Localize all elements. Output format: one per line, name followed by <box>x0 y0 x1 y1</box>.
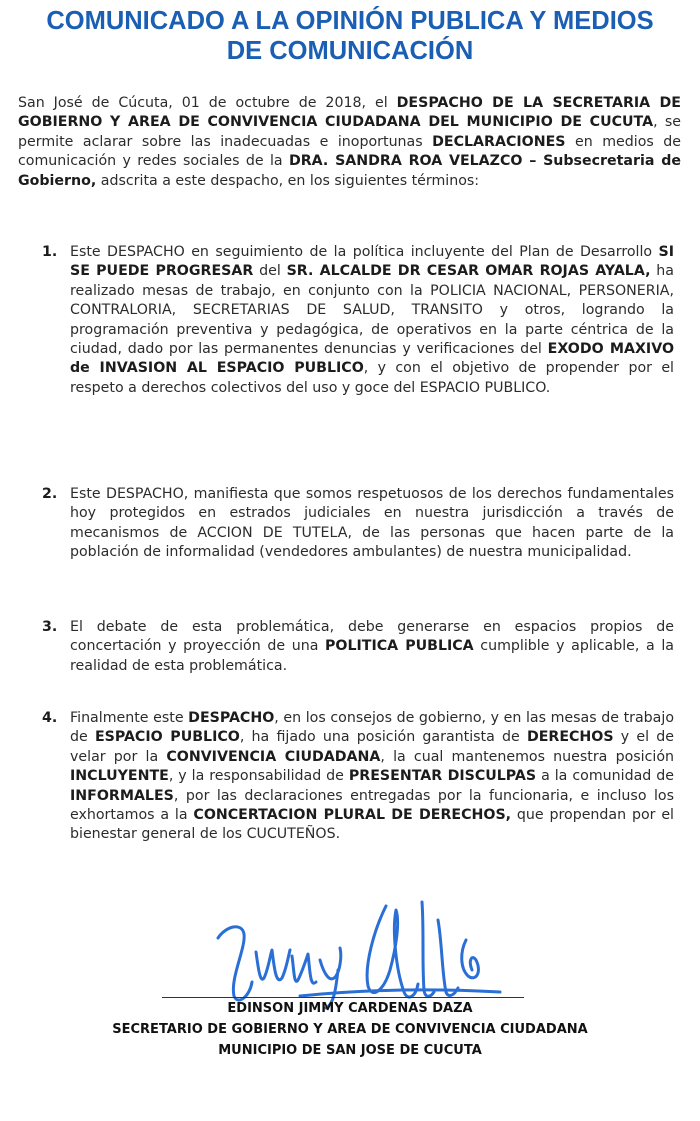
list-item-4 <box>42 709 674 845</box>
signature-stroke <box>422 902 434 996</box>
signature-stroke <box>320 948 341 1008</box>
intro-text-3: en medios de comunicación y redes sociales de la <box>18 133 681 170</box>
item-3-text-1: El debate de esta problemática, debe generarse en espacios propios de concertación y proyección de una <box>70 619 674 655</box>
item-4-bold-2: ESPACIO PUBLICO <box>94 729 240 746</box>
item-1-bold-2: SR. ALCALDE DR CESAR OMAR ROJAS AYALA, <box>286 263 651 280</box>
signatory-entity: MUNICIPIO DE SAN JOSE DE CUCUTA <box>218 1043 482 1058</box>
item-4-bold-5: INCLUYENTE <box>70 768 169 785</box>
list-item-number: 4. <box>42 710 58 726</box>
intro-text-4: adscrita a este despacho, en los siguientes términos: <box>96 172 480 189</box>
intro-bold-3: DRA. SANDRA ROA VELAZCO – Subsecretaria de Gobierno, <box>18 153 681 189</box>
item-4-text-6: , y la responsabilidad de <box>168 768 349 785</box>
list-item-2 <box>42 485 674 563</box>
item-4-bold-8: CONCERTACION PLURAL DE DERECHOS, <box>193 807 512 824</box>
intro-text-2: , se permite aclarar sobre las inadecuadas e inoportunas <box>18 114 682 150</box>
item-4-bold-4: CONVIVENCIA CIUDADANA <box>166 748 381 765</box>
signature-line <box>162 997 524 998</box>
signature-stroke <box>218 927 252 1000</box>
item-4-text-3: , ha fijado una posición garantista de <box>239 729 527 746</box>
item-4-text-9: que propendan por el bienestar general de los CUCUTEÑOS. <box>70 807 674 843</box>
title-line-1: COMUNICADO A LA OPINIÓN PUBLICA Y MEDIOS <box>46 7 654 35</box>
item-1-text-4: , y con el objetivo de propender por el respeto a derechos colectivos del uso y goce del ESPACIO PUBLICO. <box>70 360 674 396</box>
list-item-text <box>70 243 674 398</box>
signature-stroke <box>300 990 500 996</box>
list-item-1 <box>42 243 674 398</box>
signatory-role: SECRETARIO DE GOBIERNO Y AREA DE CONVIVENCIA CIUDADANA <box>112 1022 588 1037</box>
item-3-bold-1: POLITICA PUBLICA <box>325 638 474 655</box>
list-item-3 <box>42 618 674 676</box>
item-2-text-1: Este DESPACHO, manifiesta que somos respetuosos de los derechos fundamentales hoy protegidos en estrados judiciales en nuestra jurisdicción a través de mecanismos de ACCION DE TUTELA, de las personas que hacen parte de la población de informalidad (vendedores ambulantes) de nuestra municipalidad. <box>70 486 674 561</box>
item-4-text-5: , la cual mantenemos nuestra posición <box>380 748 674 765</box>
list-item-text <box>70 618 674 676</box>
list-item-text <box>70 485 674 563</box>
item-1-text-3: ha realizado mesas de trabajo, en conjunto con la POLICIA NACIONAL, PERSONERIA, CONTRALORIA, SECRETARIAS DE SALUD, TRANSITO y otros, logrando la programación preventiva y pedagógica, de operativos en la parte céntrica de la ciudad, dado por las permanentes denuncias y verificaciones del <box>70 263 674 358</box>
item-4-bold-1: DESPACHO <box>188 710 275 726</box>
item-3-text-2: cumplible y aplicable, a la realidad de esta problemática. <box>70 638 674 674</box>
item-4-text-4: y el de velar por la <box>70 729 674 765</box>
list-item-number: 1. <box>42 244 58 260</box>
intro-bold-1: DESPACHO DE LA SECRETARIA DE GOBIERNO Y AREA DE CONVIVENCIA CIUDADANA DEL MUNICIPIO DE CUCUTA <box>18 95 681 131</box>
item-1-bold-3: EXODO MAXIVO de INVASION AL ESPACIO PUBLICO <box>70 341 674 377</box>
page-title <box>10 6 690 66</box>
intro-text-1: San José de Cúcuta, 01 de octubre de 2018, el <box>18 95 397 111</box>
item-4-bold-3: DERECHOS <box>526 729 614 746</box>
signature-stroke <box>256 950 290 980</box>
title-line-2: DE COMUNICACIÓN <box>226 37 474 65</box>
item-4-bold-6: PRESENTAR DISCULPAS <box>348 768 537 785</box>
signature-stroke <box>462 940 479 978</box>
signature-stroke <box>438 920 458 995</box>
intro-bold-2: DECLARACIONES <box>432 133 566 150</box>
item-4-text-7: a la comunidad de <box>536 768 674 785</box>
list-item-number: 2. <box>42 486 58 502</box>
signatory-name: EDINSON JIMMY CARDENAS DAZA <box>227 1001 473 1016</box>
signature-strokes <box>218 902 500 1008</box>
item-1-bold-1: SI SE PUEDE PROGRESAR <box>70 244 674 280</box>
item-1-text-2: del <box>253 263 287 280</box>
item-4-text-1: Finalmente este <box>70 710 189 726</box>
list-item-number: 3. <box>42 619 58 635</box>
list-item-text <box>70 709 674 845</box>
signature-stroke <box>292 954 316 983</box>
intro-paragraph <box>18 94 681 191</box>
item-1-text-1: Este DESPACHO en seguimiento de la política incluyente del Plan de Desarrollo <box>70 244 659 260</box>
item-4-text-8: , por las declaraciones entregadas por la funcionaria, e incluso los exhortamos a la <box>70 787 674 824</box>
signature-stroke <box>367 906 418 997</box>
handwritten-signature <box>160 900 540 1010</box>
item-4-text-2: , en los consejos de gobierno, y en las mesas de trabajo de <box>70 710 675 746</box>
item-4-bold-7: INFORMALES <box>70 787 174 804</box>
